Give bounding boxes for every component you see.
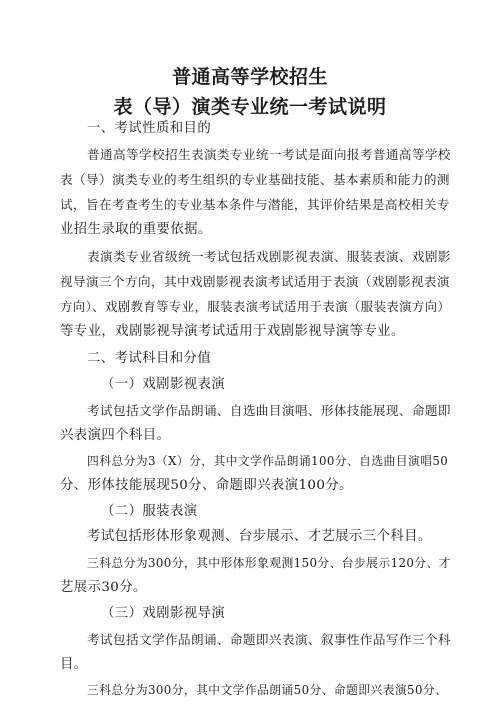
paragraph-line: 目。 <box>60 657 88 672</box>
section-heading-2: 二、考试科目和分值 <box>87 351 212 366</box>
paragraph-line: 视导演三个方向，其中戏剧影视表演考试适用于表演（戏剧影视表演 <box>60 274 450 289</box>
paragraph-line: 分、形体技能展现50分、命题即兴表演100分。 <box>60 478 353 493</box>
paragraph-line: 考试包括文学作品朗诵、自选曲目演唱、形体技能展现、命题即 <box>87 403 451 418</box>
document-title-line2: 表（导）演类专业统一考试说明 <box>113 96 387 118</box>
document-title-line1: 普通高等学校招生 <box>171 66 328 88</box>
paragraph-line: 表演类专业省级统一考试包括戏剧影视表演、服装表演、戏剧影 <box>87 249 451 264</box>
paragraph-line: 试，旨在考查考生的专业基本条件与潜能，其评价结果是高校相关专 <box>60 197 450 212</box>
subsection-heading: （一）戏剧影视表演 <box>101 377 226 392</box>
paragraph-line: 三科总分为300分，其中文学作品朗诵50分、命题即兴表演50分、 <box>87 683 448 697</box>
paragraph-line: 三科总分为300分，其中形体形象观测150分、台步展示120分、才 <box>87 556 451 570</box>
paragraph-line: 艺展示30分。 <box>60 580 147 595</box>
paragraph-line: 普通高等学校招生表演类专业统一考试是面向报考普通高等学校 <box>87 147 451 162</box>
paragraph-line: 考试包括形体形象观测、台步展示、才艺展示三个科目。 <box>87 529 432 544</box>
subsection-heading: （二）服装表演 <box>101 504 198 519</box>
paragraph-line: 业招生录取的重要依据。 <box>60 222 212 237</box>
section-heading-1: 一、考试性质和目的 <box>87 121 212 136</box>
paragraph-line: 表（导）演类专业的考生组织的专业基础技能、基本素质和能力的测 <box>60 172 450 187</box>
paragraph-line: 考试包括文学作品朗诵、命题即兴表演、叙事性作品写作三个科 <box>87 632 451 647</box>
paragraph-line: 四科总分为3（X）分，其中文学作品朗诵100分、自选曲目演唱50 <box>87 454 449 468</box>
subsection-heading: （三）戏剧影视导演 <box>101 606 226 621</box>
paragraph-line: 方向）、戏剧教育等专业，服装表演考试适用于表演（服装表演方向） <box>60 299 451 314</box>
paragraph-line: 等专业，戏剧影视导演考试适用于戏剧影视导演等专业。 <box>60 324 405 339</box>
paragraph-line: 兴表演四个科目。 <box>60 428 171 443</box>
